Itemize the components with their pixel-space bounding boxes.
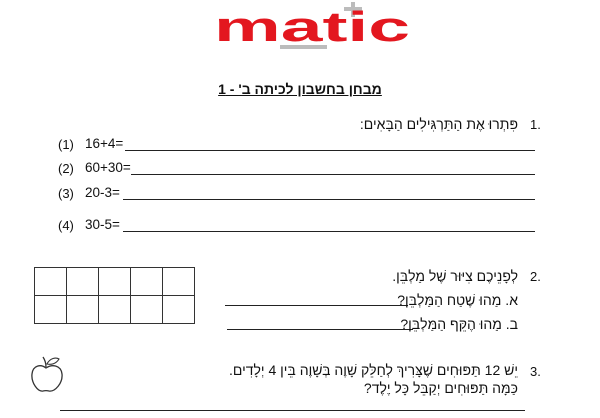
grid-cell	[35, 268, 67, 296]
exercise-label-2: (2)	[58, 161, 74, 176]
exercise-expr-3: 20-3=	[85, 185, 120, 200]
q3-number: 3.	[530, 364, 541, 379]
grid-cell	[131, 296, 163, 324]
answer-line-1[interactable]	[125, 150, 535, 151]
grid-cell	[99, 268, 131, 296]
q3-answer-line[interactable]	[60, 410, 525, 411]
exercise-expr-4: 30-5=	[85, 217, 120, 232]
matic-logo	[212, 2, 412, 54]
area-answer-line[interactable]	[225, 305, 408, 306]
exercise-label-3: (3)	[58, 186, 74, 201]
q3-line-2: כַּמָּה תַּפּוּחִים יְקַבֵּל כָּל יֶלֶד?	[363, 380, 518, 396]
exercise-label-4: (4)	[58, 218, 74, 233]
q2-part-b: ב. מַהוּ הֶקֵּף הַמַּלְבֵּן?	[400, 316, 518, 332]
rectangle-grid	[34, 267, 195, 324]
grid-cell	[163, 296, 195, 324]
apple-icon	[30, 356, 64, 399]
q2-number: 2.	[530, 269, 541, 284]
exercise-expr-2: 60+30=	[85, 160, 131, 175]
logo-text: matic	[214, 3, 410, 50]
grid-cell	[131, 268, 163, 296]
exercise-label-1: (1)	[58, 137, 74, 152]
grid-cell	[67, 268, 99, 296]
grid-cell	[163, 268, 195, 296]
q1-number: 1.	[530, 117, 541, 132]
exercise-expr-1: 16+4=	[85, 136, 124, 151]
answer-line-3[interactable]	[123, 199, 535, 200]
page-title: מבחן בחשבון לכיתה ב' - 1	[218, 81, 382, 97]
perimeter-answer-line[interactable]	[227, 329, 413, 330]
answer-line-2[interactable]	[131, 174, 535, 175]
q3-line-1: יֵשׁ 12 תַּפּוּחִים שֶׁצָּרִיךְ לְחַלֵּק שָׁוֶה בְּשָׁוֶה בֵּין 4 יְלָדִים.	[229, 362, 518, 378]
answer-line-4[interactable]	[123, 231, 535, 232]
q1-instruction: פִּתְרוּ אֶת הַתַּרְגִּילִים הַבָּאִים:	[359, 116, 518, 132]
q2-instruction: לְפָנֵיכֶם צִיּוּר שֶׁל מַלְבֵּן.	[392, 268, 518, 284]
grid-cell	[35, 296, 67, 324]
q2-part-a: א. מַהוּ שֶׁטַח הַמַּלְבֵּן?	[397, 292, 518, 308]
grid-cell	[67, 296, 99, 324]
grid-cell	[99, 296, 131, 324]
